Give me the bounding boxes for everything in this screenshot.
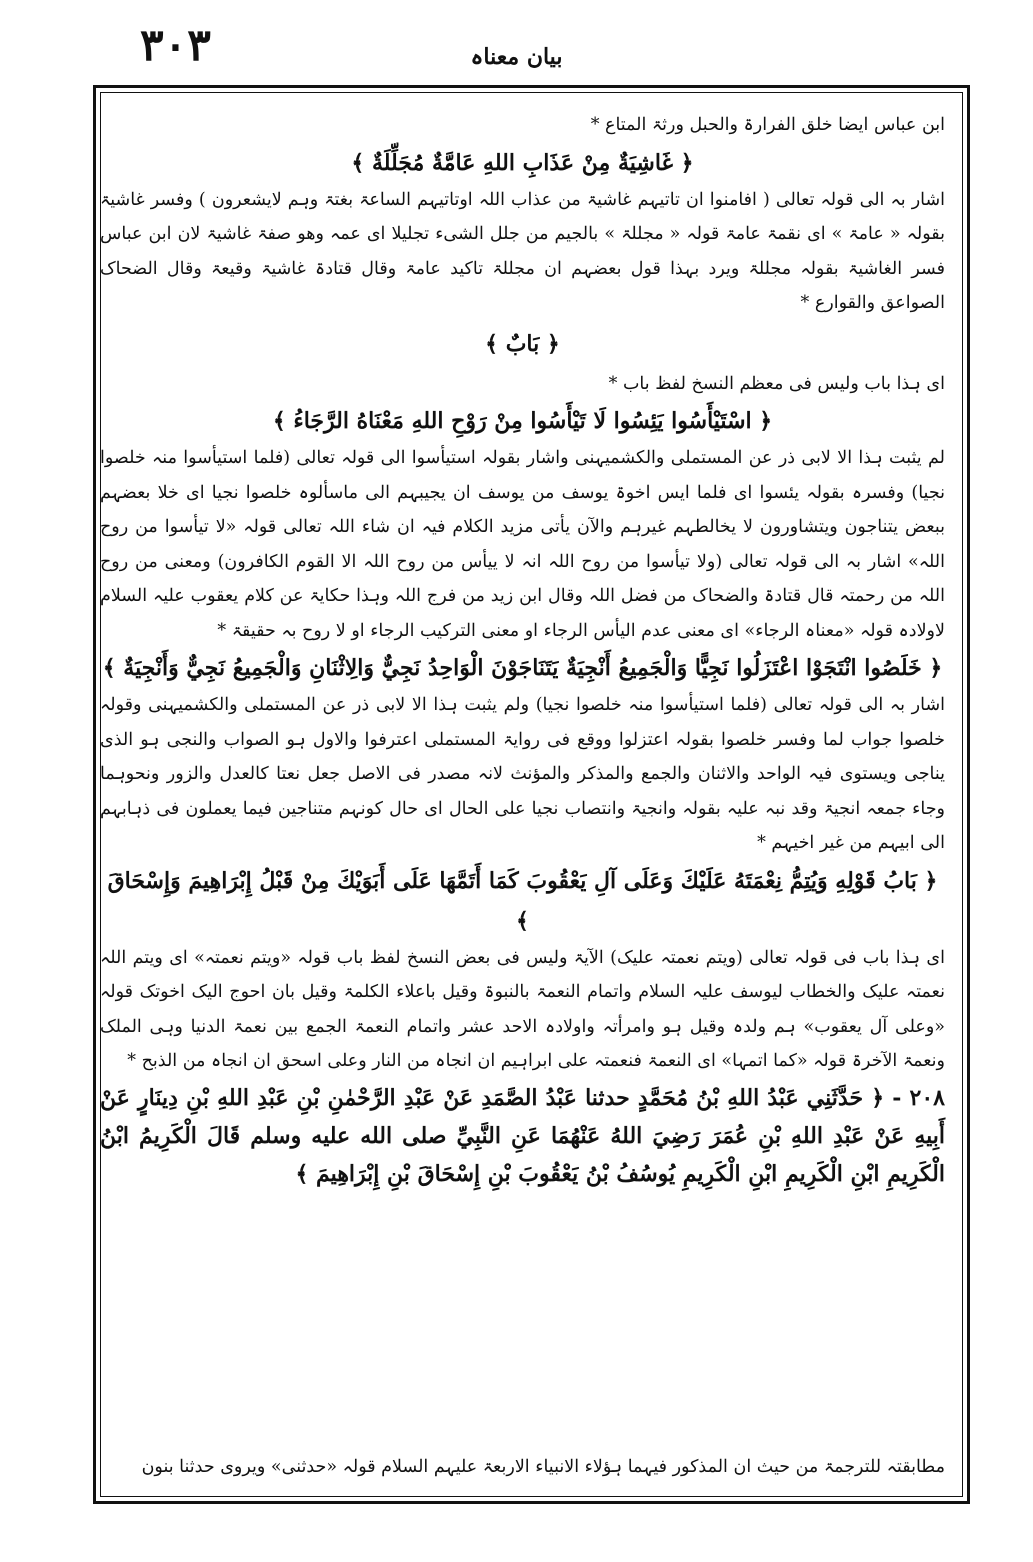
- paragraph: ای ہذا باب ولیس فی معظم النسخ لفظ باب *: [608, 373, 945, 394]
- paragraph: ای ہذا باب فی قولہ تعالی (ویتم نعمتہ علیک) الآیۃ ولیس فی بعض النسخ لفظ باب قولہ «ویتم نعمتہ» ای ویتم اللہ نعمتہ علیک والخطاب لیوسف علیہ السلام واتمام النعمۃ بالنبوۃ وقیل باعلاء الکلمۃ وقیل بان احوج الیک اخوتک قولہ «وعلی آل یعقوب» ہم ولدہ وقیل ہو وامرأتہ واولادہ الاحد عشر واتمام النعمۃ الجمع بین نعمۃ الدنیا وہی الملک ونعمۃ الآخرۃ قولہ «کما اتمہا» ای النعمۃ فنعمتہ علی ابراہیم ان انجاہ من النار وعلی اسحق ان انجاہ من الذبح *: [100, 947, 945, 1071]
- section-heading: ﴿ بَابٌ ﴾: [485, 330, 560, 357]
- hadith-number: ٢٠٨: [909, 1084, 945, 1111]
- hadith-dash: -: [884, 1084, 902, 1111]
- paragraph: اشار بہ الی قولہ تعالی (فلما استیأسوا منہ خلصوا نجیا) ولم یثبت ہذا الا لابی ذر عن المستملی والکشمیہنی وقولہ خلصوا جواب لما وفسر خلصوا بقولہ اعتزلوا ووقع فی روایۃ المستملی اعترفوا والاول ہو الصواب والنجی ہو الذی یناجی ویستوی فیہ الواحد والاثنان والجمع والمذکر والمؤنث لانہ مصدر فی الاصل جعل نعتا کالعدل والزور ونحوہما وجاء جمعہ انجیۃ وقد نبہ علیہ بقولہ وانجیۃ وانتصاب نجیا علی الحال ای حال کونہم متناجین فیما یعملون فی ذہابہم الی ابیہم من غیر اخیہم *: [100, 695, 945, 853]
- hadith-text: ﴿ حَدَّثَنِي عَبْدُ اللهِ بْنُ مُحَمَّدٍ حدثنا عَبْدُ الصَّمَدِ عَنْ عَبْدِ الرَّحْمٰنِ بْنِ عَبْدِ اللهِ بْنِ دِينَارٍ عَنْ أَبِيهِ عَنْ عَبْدِ اللهِ بْنِ عُمَرَ رَضِيَ اللهُ عَنْهُمَا عَنِ النَّبِيِّ صلى الله عليه وسلم قَالَ الْكَرِيمُ ابْنُ الْكَرِيمِ ابْنِ الْكَرِيمِ ابْنِ الْكَرِيمِ يُوسُفُ بْنُ يَعْقُوبَ بْنِ إِسْحَاقَ بْنِ إِبْرَاهِيمَ ﴾: [100, 1084, 945, 1187]
- paragraph: ابن عباس ایضا خلق الفرارۃ والحبل ورثۃ المتاع *: [590, 115, 945, 135]
- paragraph: اشار بہ الی قولہ تعالی ( افامنوا ان تاتیہم غاشیۃ من عذاب اللہ اوتاتیہم الساعۃ بغتۃ وہم لایشعرون ) وفسر غاشیۃ بقولہ « عامۃ » ای نقمۃ عامۃ قولہ « مجللۃ » بالجیم من جلل الشیء تجلیلا ای عمہ وھو صفۃ غاشیۃ لان ابن عباس فسر الغاشیۃ بقولہ مجللۃ ویرد بہذا قول بعضہم ان مجللۃ تاکید عامۃ وقال قتادۃ غاشیۃ وقیعۃ وقال الضحاک الصواعق والقوارع *: [100, 189, 945, 313]
- section-heading: ﴿ خَلَصُوا انْتَجَوْا اعْتَزَلُوا نَجِيًّا وَالْجَمِيعُ أَنْجِيَةٌ يَتَنَاجَوْنَ الْوَاحِدُ نَجِيٌّ وَالِاثْنَانِ وَالْجَمِيعُ نَجِيٌّ وَأَنْجِيَةٌ ﴾: [102, 655, 943, 681]
- page-number: ٣٠٣: [140, 20, 211, 71]
- running-title: بیان معناہ: [470, 44, 563, 70]
- section-heading: ﴿ اسْتَيْأَسُوا يَئِسُوا لَا تَيْأَسُوا مِنْ رَوْحِ اللهِ مَعْنَاهُ الرَّجَاءُ ﴾: [272, 408, 773, 434]
- page-content: [100, 108, 945, 1193]
- section-heading: ﴿ بَابُ قَوْلِهِ وَيُتِمُّ نِعْمَتَهُ عَلَيْكَ وَعَلَى آلِ يَعْقُوبَ كَمَا أَتَمَّهَا عَلَى أَبَوَيْكَ مِنْ قَبْلُ إِبْرَاهِيمَ وَإِسْحَاقَ ﴾: [107, 867, 938, 934]
- section-heading: ﴿ غَاشِيَةٌ مِنْ عَذَابِ اللهِ عَامَّةٌ مُجَلِّلَةٌ ﴾: [351, 149, 694, 176]
- paragraph: لم یثبت ہذا الا لابی ذر عن المستملی والکشمیہنی واشار بقولہ استیأسوا الی قولہ تعالی (فلما استیأسوا منہ خلصوا نجیا) وفسرہ بقولہ یئسوا ای فلما ایس اخوۃ یوسف من یوسف ان یجیبہم الی ماسألوہ خلصوا نجیا ای خلا بعضہم ببعض یتناجون ویتشاورون لا یخالطہم غیرہم والآن یأتی مزید الکلام فیہ ان شاء اللہ تعالی قولہ «لا تیأسوا من روح اللہ» اشار بہ الی قولہ تعالی (ولا تیأسوا من روح اللہ انہ لا ییأس من روح اللہ الا القوم الکافرون) ومعنی من روح اللہ من رحمتہ قال قتادۃ والضحاک من فضل اللہ وقال ابن زید من فرج اللہ وہذا حکایۃ عن کلام یعقوب علیہ السلام لاولادہ قولہ «معناہ الرجاء» ای معنی عدم الیأس الرجاء او معنی الترکیب الرجاء او لا روح بہ حقیقۃ *: [100, 448, 945, 641]
- footer-line: مطابقتہ للترجمۃ من حیث ان المذکور فیہما ہؤلاء الانبیاء الاربعۃ علیہم السلام قولہ «حدثنی» ویروی حدثنا بنون: [141, 1457, 945, 1477]
- hadith-block: [100, 1079, 945, 1193]
